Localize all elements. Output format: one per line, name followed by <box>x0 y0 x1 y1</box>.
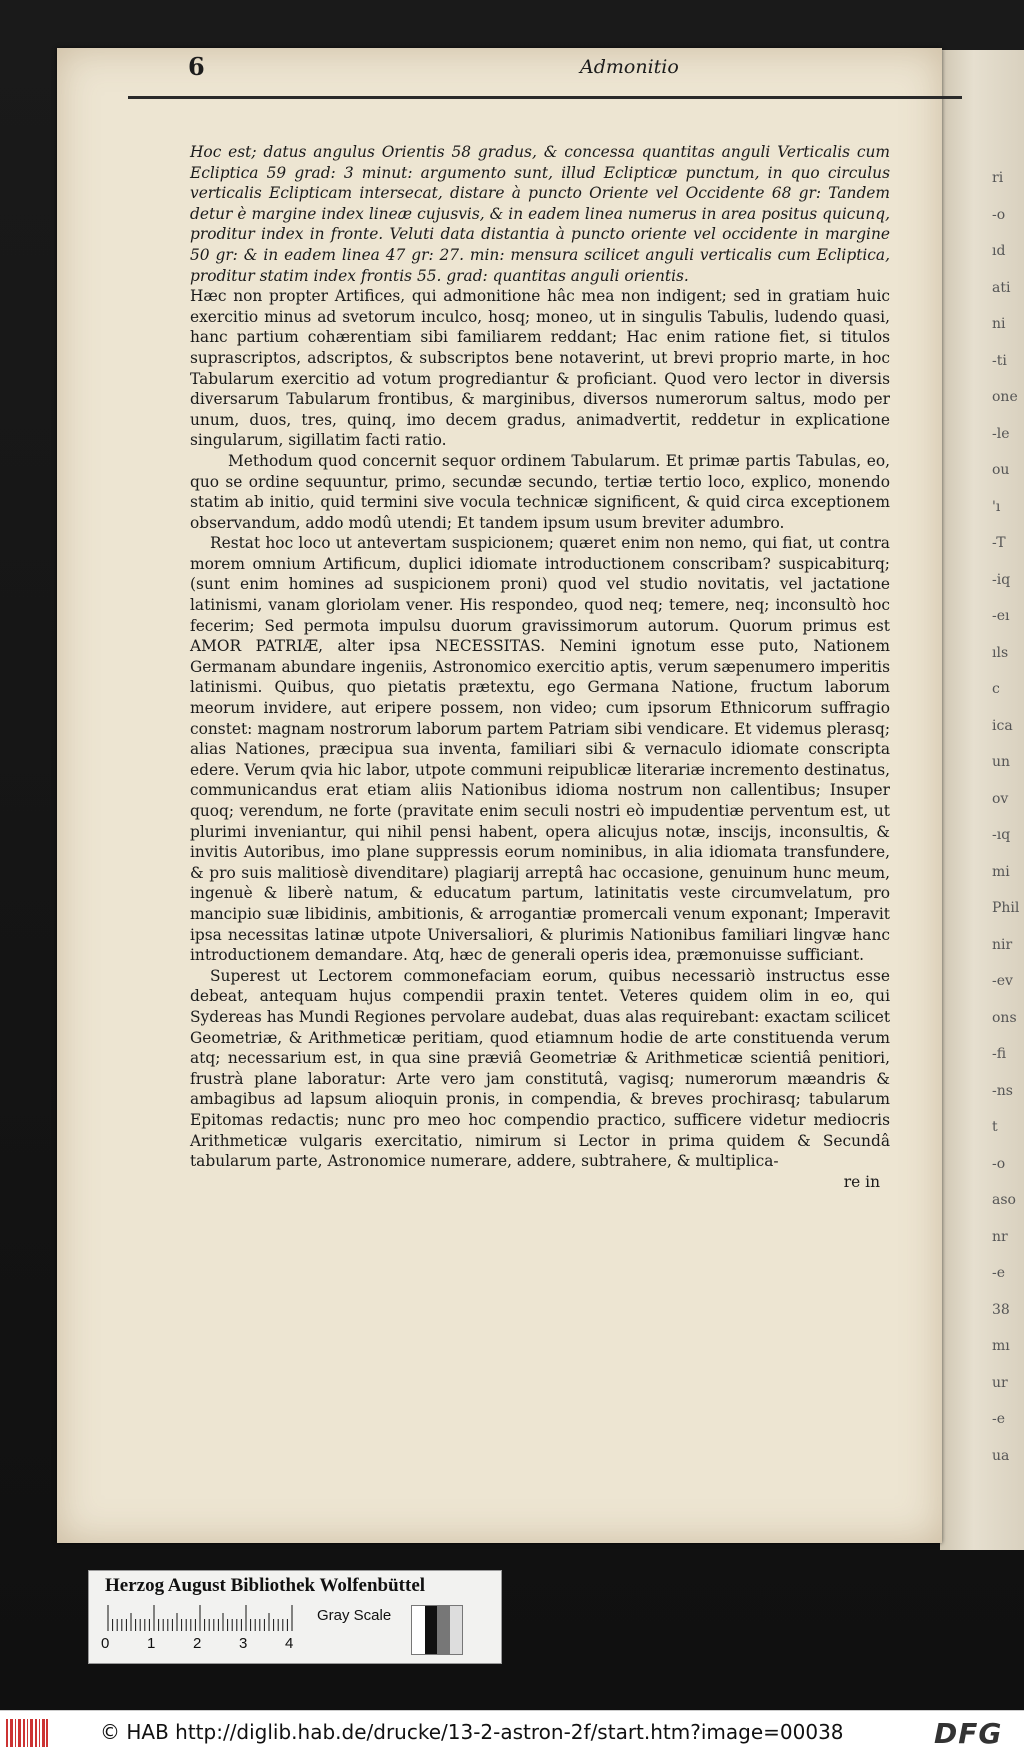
adjacent-page-fragment: ica <box>992 717 1013 734</box>
ruler-number: 3 <box>239 1635 248 1652</box>
page-number: 6 <box>188 52 205 81</box>
adjacent-page-fragment: aso <box>992 1192 1016 1208</box>
source-url-link[interactable]: © HAB http://diglib.hab.de/drucke/13-2-astron-2f/start.htm?image=00038 <box>100 1720 844 1744</box>
adjacent-page-fragment: ati <box>992 279 1011 296</box>
adjacent-page-fragment: nr <box>992 1228 1008 1245</box>
adjacent-page-fragment: -o <box>992 1155 1006 1172</box>
dfg-logo: DFG <box>934 1717 1003 1750</box>
paragraph-2: Hæc non propter Artifices, qui admonitione hâc mea non indigent; sed in gratiam huic exercitio minus ad svetorum inculco, hosq; moneo, ut in singulis Tabulis, ludendo quasi, hanc partium cohærentiam sibi familiarem reddant; Hac enim ratione fiet, si titulos suprascriptos, adscriptos, & subscriptos bene notaverint, ut brevi proprio marte, in hoc Tabularum exercitio ad votum progrediantur & proficiant. Quod vero lector in diversis diversarum Tabularum frontibus, & marginibus, diversos numerorum saltus, modo per unum, duos, tres, quinq, imo decem gradus, animadvertit, reddetur in explicatione singularum, sigillatim facti ratio. <box>190 287 890 450</box>
adjacent-page-fragment: ou <box>992 462 1010 478</box>
adjacent-page-fragment: ıls <box>992 644 1009 661</box>
catchword: re in <box>843 1172 880 1191</box>
adjacent-page-fragment: ni <box>992 316 1006 332</box>
adjacent-page-fragment: -T <box>992 535 1006 551</box>
paragraph-5: Superest ut Lectorem commonefaciam eorum, quibus necessariò instructus esse debeat, antequam hujus compendii praxin tentet. Veteres quidem olim in eo, qui Sydereas has Mundi Regiones pervolare audebat, duas alas requirebant: exactam scilicet Geometriæ, & Arithmeticæ peritiam, quod etiamnum hodie de arte constituenda verum atq; necessarium est, in qua sine præviâ Geometriæ & Arithmeticæ scientiâ penitiori, frustrà plane laboratur: Arte vero jam constitutâ, vagisq; numerorum mæandris & ambagibus ad lapsum alioquin pronis, in compendia, & breves prochirasq; tabularum Epitomas redactis; nunc pro meo hoc compendio practico, sufficere videtur mediocris Arithmeticæ vulgaris exercitatio, nimirum si Lector in prima quidem & Secundâ tabularum parte, Astronomice numerare, addere, subtrahere, & multiplica- <box>190 966 890 1171</box>
adjacent-page-fragment: -e <box>992 1265 1006 1281</box>
swatch-cell <box>437 1606 450 1654</box>
swatch-cell <box>412 1606 425 1654</box>
adjacent-page-fragment: -ıq <box>992 827 1011 843</box>
adjacent-page-fragment: -iq <box>992 571 1011 588</box>
ruler-number: 1 <box>147 1635 156 1652</box>
ruler-scale <box>107 1605 307 1631</box>
adjacent-page-fragment: -le <box>992 425 1010 442</box>
adjacent-page-edge <box>940 50 1024 1550</box>
adjacent-page-fragment: ur <box>992 1374 1008 1391</box>
calibration-strip <box>88 1570 502 1664</box>
swatch-cell <box>450 1606 463 1654</box>
adjacent-page-fragment: Phil <box>992 900 1020 916</box>
adjacent-page-fragment: ri <box>992 170 1004 186</box>
adjacent-page-fragment: ıd <box>992 243 1006 259</box>
adjacent-page-fragment: one <box>992 389 1018 405</box>
adjacent-page-fragment: -o <box>992 206 1006 223</box>
ruler-number: 4 <box>285 1635 294 1652</box>
gray-scale-label: Gray Scale <box>317 1607 392 1624</box>
adjacent-page-fragment: mi <box>992 863 1010 880</box>
adjacent-page-fragment: un <box>992 754 1011 770</box>
adjacent-page-fragment: 38 <box>992 1301 1010 1318</box>
viewer-footer <box>0 1710 1024 1754</box>
adjacent-page-fragment: ons <box>992 1009 1017 1026</box>
adjacent-page-fragment: 'ı <box>992 498 1001 515</box>
adjacent-page-fragment: -e <box>992 1411 1006 1427</box>
adjacent-page-fragment: nir <box>992 936 1013 953</box>
paragraph-3: Methodum quod concernit sequor ordinem Tabularum. Et primæ partis Tabulas, eo, quo se ordine sequuntur, primo, secundæ secundo, tertiæ tertio loco, explico, monendo statim ab initio, quid termini sive vocula technicæ significent, & quid circa exceptionem observandum, addo modû utendi; Et tandem ipsum usum breviter adumbro. <box>190 451 890 532</box>
running-title: Admonitio <box>580 56 679 78</box>
adjacent-page-fragment: -ev <box>992 973 1013 989</box>
adjacent-page-fragment: t <box>992 1119 998 1135</box>
page-header <box>128 52 962 99</box>
adjacent-page-fragment: -ns <box>992 1082 1013 1099</box>
barcode-logo-icon <box>6 1719 48 1747</box>
paragraph-1: Hoc est; datus angulus Orientis 58 gradus, & concessa quantitas anguli Verticalis cum Ecliptica 59 grad: 3 minut: argumento sunt, illud Eclipticæ punctum, in quo circulus verticalis Eclipticam intersecat, distare à puncto Oriente vel Occidente 68 gr: Tandem detur è margine index lineæ cujusvis, & in eadem linea numerus in area positus quicunq, proditur index in fronte. Veluti data distantia à puncto oriente vel occidente in margine 50 gr: & in eadem linea 47 gr: 27. min: mensura scilicet anguli verticalis cum Ecliptica, proditur statim index frontis 55. grad: quantitas anguli orientis. <box>190 143 890 285</box>
swatch-cell <box>425 1606 438 1654</box>
paragraph-4: Restat hoc loco ut antevertam suspicionem; quæret enim non nemo, qui fiat, ut contra morem omnium Artificum, duplici idiomate introductionem conscribam? suspicabiturq; (sunt enim homines ad suspicionem proni) quod vel studio novitatis, vel jactatione latinismi, vanam gloriolam vener. His respondeo, quod neq; temere, neq; inconsultò hoc fecerim; Sed permota impulsu duorum gravissimorum autorum. Quorum primus est AMOR PATRIÆ, alter ipsa NECESSITAS. Nemini ignotum esse puto, Nationem Germanam abundare ingeniis, Astronomico exercitio aptis, verum sæpenumero imperitis latinismi. Quibus, quo pietatis prætextu, ego Germana Natione, fructum laborum meorum invidere, aut eripere possem, non video; cum ipsorum Ethnicorum suffragio constet: magnam nostrorum laborum partem Patriam sibi vendicare. Et videmus plerasq; alias Nationes, præcipua sua inventa, familiari sibi & vernaculo idiomate conscripta edere. Verum qvia hic labor, utpote communi reipublicæ literariæ incremento destinatus, communicandus erat etiam aliis Nationibus idioma nostrum non callentibus; Insuper quoq; verendum, ne forte (pravitate enim seculi nostri eò impudentiæ perventum est, ut plurimi inveniantur, qui nihil pensi habent, opera alicujus notæ, inscijs, inconsultis, & invitis Autoribus, imo plane suppressis eorum nominibus, in alia idiomata transfundere, & pro suis malitiosè divenditare) plagiarij arreptâ hac occasione, genuinum hunc meum, ingenuè & liberè natum, & educatum partum, latinitatis veste circumvelatum, pro mancipio suæ libidinis, ambitionis, & arrogantiæ promercali venum exponant; Imperavit ipsa necessitas latinæ utpote Universaliori, & plurimis Nationibus familiari lingvæ hanc introductionem demandare. Atq, hæc de generali operis idea, præmonuisse sufficiant. <box>190 534 890 965</box>
adjacent-page-fragment: -ti <box>992 352 1007 369</box>
ruler-number: 0 <box>101 1635 110 1652</box>
adjacent-page-fragment: mı <box>992 1338 1010 1354</box>
adjacent-page-fragment: c <box>992 681 1000 697</box>
library-name: Herzog August Bibliothek Wolfenbüttel <box>105 1575 426 1596</box>
adjacent-page-fragment: -fi <box>992 1046 1007 1062</box>
gray-scale-swatch <box>411 1605 463 1655</box>
ruler-number: 2 <box>193 1635 202 1652</box>
page-body-text <box>190 142 890 1192</box>
adjacent-page-fragment: -eı <box>992 608 1010 624</box>
adjacent-page-fragment: ov <box>992 790 1009 807</box>
adjacent-page-fragment: ua <box>992 1447 1010 1464</box>
